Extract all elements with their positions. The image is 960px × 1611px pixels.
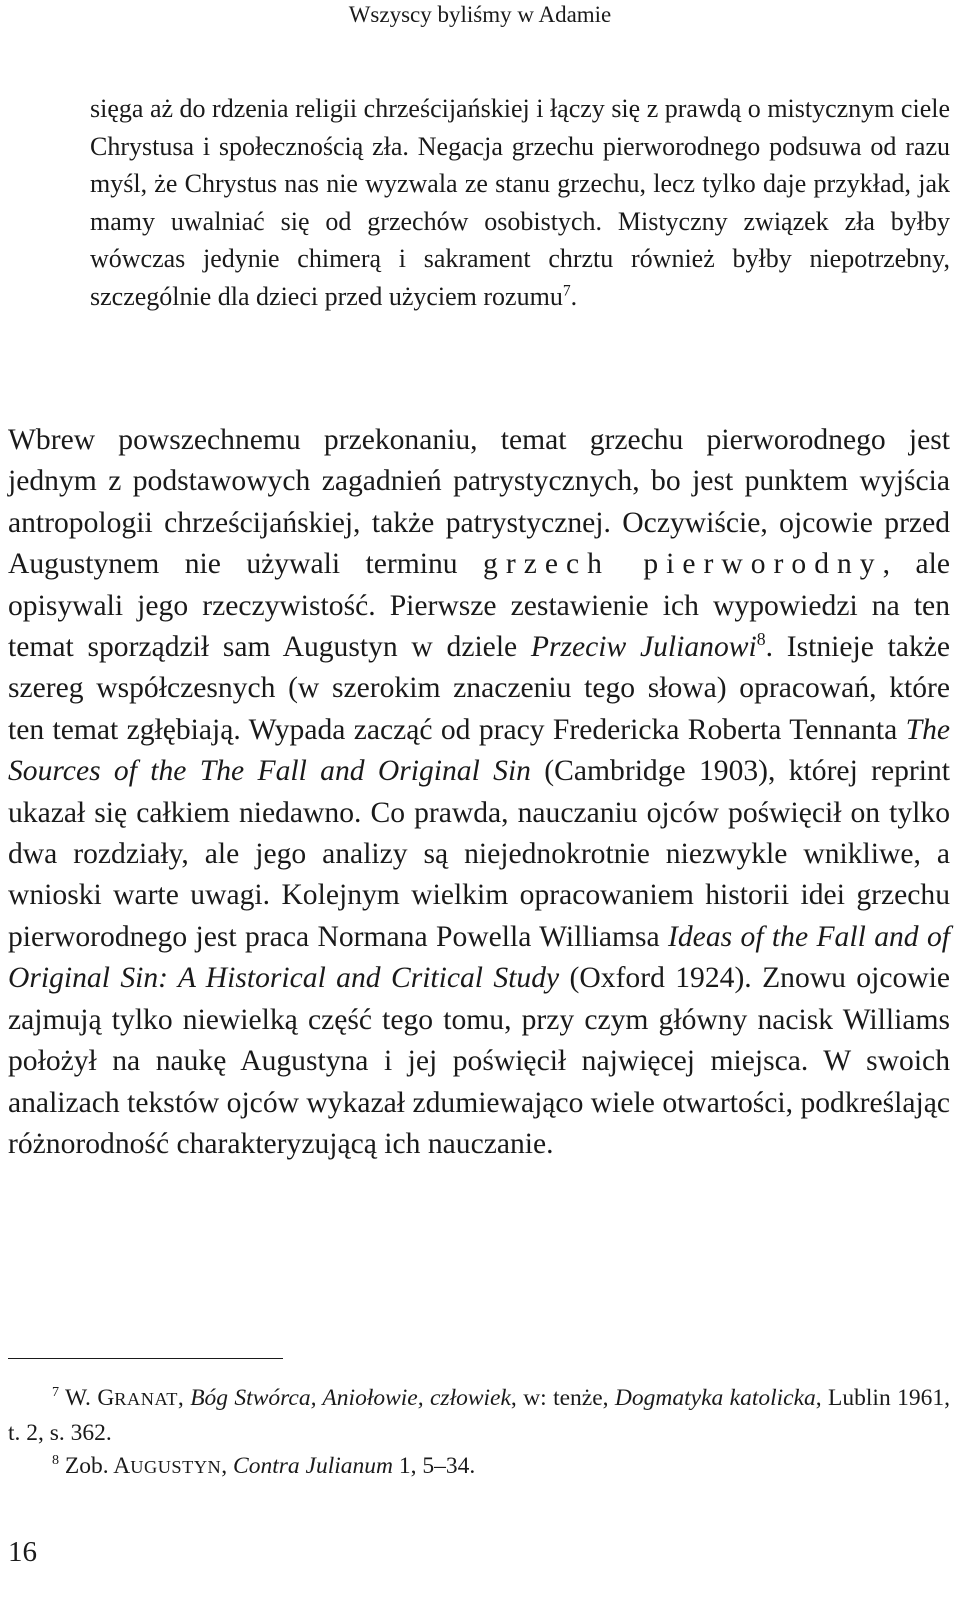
footnote-number: 8 [52,1452,60,1469]
paragraph-text-3: . Istnieje także szereg współczesnych (w szerokim znaczeniu tego słowa) opracowań, które ten temat zgłębiają. Wypada zacząć od pracy Fredericka Roberta Tennanta [8,631,951,746]
footnote-ref-7[interactable]: 7 [562,281,571,299]
book-title-przeciw-julianowi: Przeciw Julianowi [530,631,757,664]
quote-text: sięga aż do rdzenia religii chrześcijańskiej i łączy się z prawdą o mistycznym ciele Chrystusa i społecznością zła. Negacja grzechu pierworodnego podsuwa od razu myśl, że Chrystus nas nie wyzwala ze stanu grzechu, lecz tylko daje przykład, jak mamy uwalniać się od grzechów osobistych. Mistyczny związek zła byłby wówczas jedynie chimerą i sakrament chrztu również byłby niepotrzebny, szczególnie dla dzieci przed użyciem rozumu [90,94,950,311]
footnote-title-2: Dogmatyka katolicka [614,1385,816,1411]
footnote-number: 7 [52,1384,60,1401]
author-initial: G [97,1385,115,1411]
footnote-prefix: W. [65,1385,98,1411]
footnote-title: Bóg Stwórca, Aniołowie, człowiek [190,1385,511,1411]
footnote-ref-8[interactable]: 8 [756,629,766,650]
footnote-separator: , [221,1453,234,1479]
body-paragraph [8,420,950,1165]
paragraph-text-1: Wbrew powszechnemu przekonaniu, temat grzechu pierworodnego jest jednym z podstawowych zagadnień patrystycznych, bo jest punktem wyjścia antropologii chrześcijańskiej, także patrystycznej. Oczywiście, ojcowie przed Augustynem nie używali terminu [8,424,950,581]
author-smallcaps: UGUSTYN [130,1457,222,1477]
paragraph-text-4: (Cambridge 1903), której reprint ukazał się całkiem niedawno. Co prawda, nauczaniu ojców poświęcił on tylko dwa rozdziały, ale jego analizy są niejednokrotnie niezwykle wnikliwe, a wnioski warte uwagi. Kolejnym wielkim opracowaniem historii idei grzechu pierworodnego jest praca Normana Powella Williamsa [8,755,951,953]
footnote-suffix: 1, 5–34. [392,1453,476,1479]
footnote-middle: , w: tenże, [510,1385,615,1411]
footnote-prefix: Zob. [64,1453,114,1479]
author-smallcaps: RANAT [114,1389,178,1409]
author-initial: A [113,1453,131,1479]
footnote-7 [8,1382,950,1450]
running-title: Wszyscy byliśmy w Adamie [348,2,612,27]
footnote-suffix: , Lublin 1961, t. 2, s. 362. [8,1385,950,1446]
footnote-title: Contra Julianum [233,1453,393,1479]
book-title-williams: Ideas of the Fall and of Original Sin: A Historical and Critical Study [8,920,950,995]
spaced-term: grzech pierworodny [483,548,883,581]
footnote-divider [8,1358,283,1359]
quote-end: . [570,281,578,311]
paragraph-text-2: , ale opisywali jego rzeczywistość. Pierwsze zestawienie ich wypowiedzi na ten temat sporządził sam Augustyn w dziele [8,548,950,664]
block-quote [90,90,950,315]
footnote-separator: , [177,1385,191,1411]
paragraph-text-5: (Oxford 1924). Znowu ojcowie zajmują tylko niewielką część tego tomu, przy czym główny nacisk Williams położył na naukę Augustyna i jej poświęcił najwięcej miejsca. W swoich analizach tekstów ojców wykazał zdumiewająco wiele otwartości, podkreślając różnorodność charakteryzującą ich nauczanie. [8,962,950,1160]
page-number: 16 [8,1536,37,1568]
footnotes [8,1382,950,1485]
book-title-tennant: The Sources of the The Fall and Original Sin [8,713,950,788]
footnote-8 [8,1450,950,1485]
